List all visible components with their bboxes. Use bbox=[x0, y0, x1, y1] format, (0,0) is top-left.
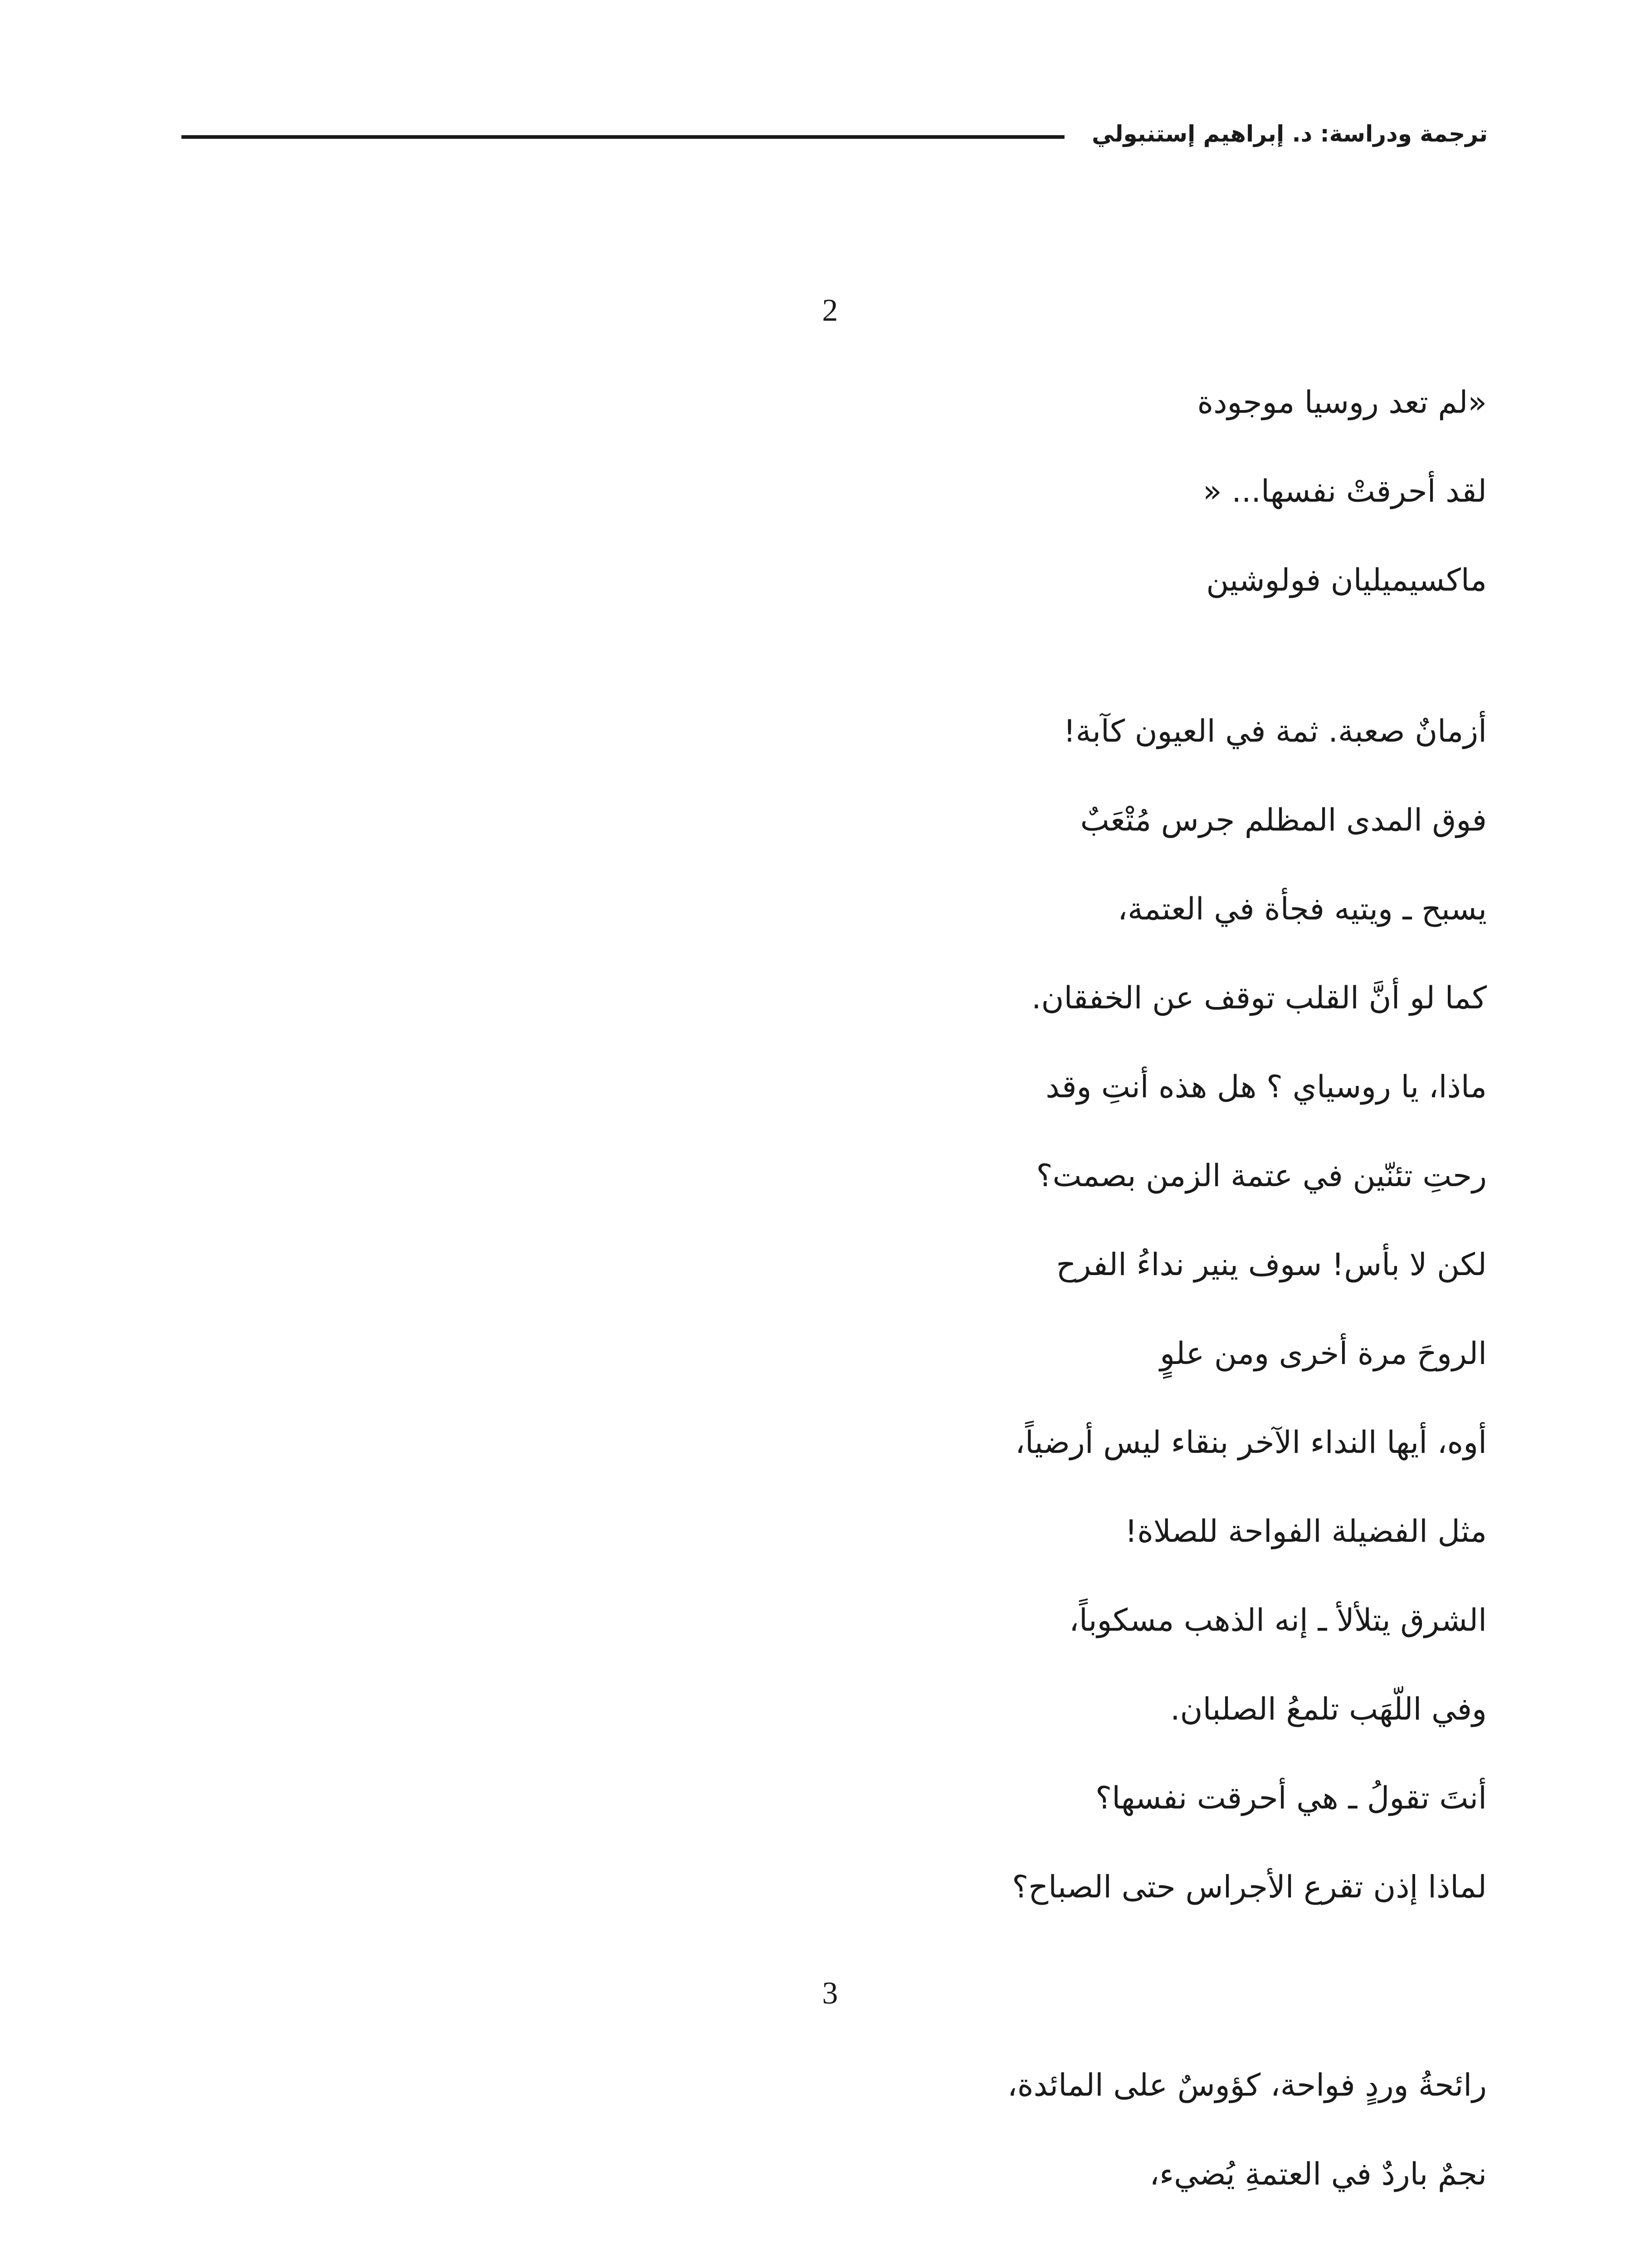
header-rule bbox=[181, 135, 1065, 139]
poem-line: رائحةُ وردٍ فواحة، كؤوسٌ على المائدة، bbox=[1007, 2068, 1487, 2103]
poem-line: مثل الفضيلة الفواحة للصلاة! bbox=[1125, 1514, 1487, 1549]
poem-line: فوق المدى المظلم جرس مُتْعَبٌ bbox=[1080, 802, 1487, 838]
poem-line: رحتِ تئنّين في عتمة الزمن بصمت؟ bbox=[1036, 1158, 1487, 1194]
epigraph-line: «لم تعد روسيا موجودة bbox=[1197, 385, 1487, 420]
epigraph-line: لقد أحرقتْ نفسها... « bbox=[1203, 474, 1487, 509]
poem-line: يسبح ـ ويتيه فجأة في العتمة، bbox=[1118, 891, 1487, 927]
poem-section-3 bbox=[398, 2041, 1487, 2219]
poem-line: لماذا إذن تقرع الأجراس حتى الصباح؟ bbox=[1012, 1869, 1487, 1905]
poem-section-2 bbox=[398, 687, 1487, 1932]
poem-line: نجمٌ باردٌ في العتمةِ يُضيء، bbox=[1149, 2156, 1487, 2192]
poem-line: كما لو أنَّ القلب توقف عن الخفقان. bbox=[1031, 980, 1487, 1016]
poem-line: أنتَ تقولُ ـ هي أحرقت نفسها؟ bbox=[1095, 1780, 1487, 1816]
poem-line: لكن لا بأس! سوف ينير نداءُ الفرح bbox=[1056, 1247, 1487, 1283]
running-header bbox=[181, 109, 1488, 159]
poem-line: أوه، أيها النداء الآخر بنقاء ليس أرضياً، bbox=[1015, 1425, 1487, 1461]
epigraph bbox=[398, 358, 1487, 625]
section-number-2: 2 bbox=[822, 293, 838, 328]
poem-line: الشرق يتلألأ ـ إنه الذهب مسكوباً، bbox=[1069, 1603, 1487, 1638]
poem-line: ماذا، يا روسياي ؟ هل هذه أنتِ وقد bbox=[1045, 1069, 1487, 1105]
poem-line: أزمانٌ صعبة. ثمة في العيون كآبة! bbox=[1063, 714, 1487, 749]
header-title: ترجمة ودراسة: د. إبراهيم إستنبولي bbox=[1092, 121, 1488, 147]
poem-line: الروحَ مرة أخرى ومن علوٍ bbox=[1160, 1336, 1487, 1372]
page-footer bbox=[177, 2263, 1483, 2268]
section-number-3: 3 bbox=[822, 1976, 838, 2011]
poem-line: وفي اللّهَب تلمعُ الصلبان. bbox=[1170, 1691, 1487, 1727]
epigraph-author: ماكسيميليان فولوشين bbox=[1206, 562, 1487, 598]
